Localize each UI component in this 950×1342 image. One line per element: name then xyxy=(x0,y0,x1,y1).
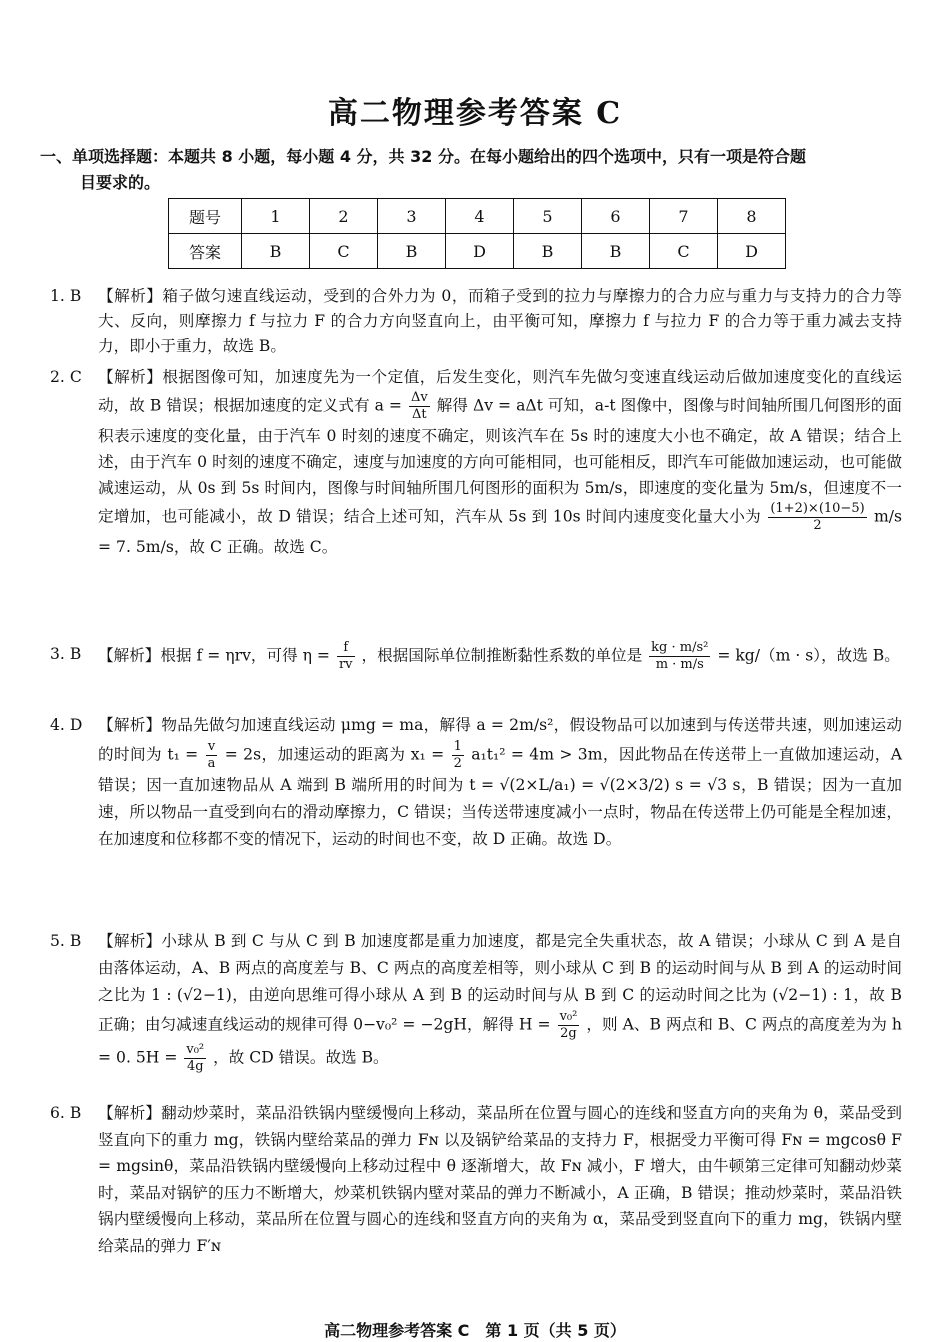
denominator: a xyxy=(207,756,216,771)
item-number: 6. B xyxy=(50,1104,82,1122)
answer-item-6 xyxy=(50,1100,902,1259)
answer-item-4 xyxy=(50,712,902,853)
numerator: v xyxy=(206,739,218,756)
fraction xyxy=(184,1042,206,1075)
answer-item-5 xyxy=(50,928,902,1075)
fraction xyxy=(649,640,710,673)
denominator: 4g xyxy=(186,1059,204,1074)
fraction xyxy=(409,390,430,423)
item-explanation xyxy=(98,640,902,673)
numerator: kg · m/s² xyxy=(651,640,709,655)
row-label: 题号 xyxy=(169,199,242,234)
section-heading-line2: 目要求的。 xyxy=(80,173,161,192)
table-cell: 2 xyxy=(310,199,378,234)
numerator: 1 xyxy=(453,739,462,754)
table-row xyxy=(169,234,786,269)
explanation-text: 【解析】根据 f = ηrv，可得 η = xyxy=(98,646,330,665)
table-cell: D xyxy=(718,234,786,269)
answer-item-2 xyxy=(50,364,902,560)
section-heading-line1: 一、单项选择题：本题共 8 小题，每小题 4 分，共 32 分。在每小题给出的四个选项中，只有一项是符合题 xyxy=(40,147,806,166)
item-explanation xyxy=(98,364,902,560)
table-cell: 8 xyxy=(718,199,786,234)
table-cell: 6 xyxy=(582,199,650,234)
fraction xyxy=(558,1009,580,1042)
explanation-text: = kg/（m · s），故选 B。 xyxy=(717,646,900,665)
table-cell: D xyxy=(446,234,514,269)
table-cell: B xyxy=(582,234,650,269)
item-number: 4. D xyxy=(50,716,83,734)
answer-item-1 xyxy=(50,284,902,359)
table-cell: B xyxy=(242,234,310,269)
item-number: 2. C xyxy=(50,368,82,386)
numerator: f xyxy=(337,640,355,657)
table-cell: 3 xyxy=(378,199,446,234)
explanation-text: ，根据国际单位制推断黏性系数的单位是 xyxy=(361,646,643,665)
table-cell: B xyxy=(514,234,582,269)
numerator: v₀² xyxy=(186,1042,205,1057)
explanation-text: = 2s，加速运动的距离为 x₁ = xyxy=(224,745,445,764)
denominator: Δt xyxy=(412,407,427,422)
fraction xyxy=(452,739,464,772)
denominator: 2 xyxy=(813,518,822,533)
table-cell: 4 xyxy=(446,199,514,234)
denominator: 2 xyxy=(453,756,462,771)
table-cell: C xyxy=(650,234,718,269)
explanation-text: m/s = 7. 5m/s，故 C 正确。故选 C。 xyxy=(98,507,903,556)
explanation-text: 【解析】根据图像可知，加速度先为一个定值，后发生变化，则汽车先做匀变速直线运动后做加速度变化的直线运动，故 B 错误；根据加速度的定义式有 a = xyxy=(98,368,902,415)
explanation-text: 【解析】小球从 B 到 C 与从 C 到 B 加速度都是重力加速度，都是完全失重状态，故 A 错误；小球从 C 到 A 是自由落体运动，A、B 两点的高度差与 B、C 两点的高度差相等，则小球从 C 到 B 的运动时间与从 B 到 A 的运动时间之比为 1 : (√2−1)，由逆向思维可得小球从 A 到 B 的运动时间与从 B 到 C 的运动时间之比为 (√2−1) : 1，故 B 正确；由匀减速直线运动的规律可得 0−v₀² = −2gH，解得 H = xyxy=(98,932,902,1034)
table-cell: C xyxy=(310,234,378,269)
section-heading xyxy=(40,144,910,196)
numerator: Δv xyxy=(410,390,428,405)
explanation-text: 解得 Δv = aΔt 可知，a-t 图像中，图像与时间轴所围几何图形的面积表示速度的变化量，由于汽车 0 时刻的速度不确定，则该汽车在 5s 时的速度大小也不确定，故 A 错误；结合上述，由于汽车 0 时刻的速度不确定，速度与加速度的方向可能相同，也可能相反，即汽车可能做加速运动，也可能做减速运动，从 0s 到 5s 时间内，图像与时间轴所围几何图形的面积为 5m/s，即速度的变化量为 5m/s，但速度不一定增加，也可能减小，故 D 错误；结合上述可知，汽车从 5s 到 10s 时间内速度变化量大小为 xyxy=(98,396,902,526)
page-title: 高二物理参考答案 C xyxy=(327,96,623,131)
answer-table xyxy=(168,198,786,269)
item-explanation xyxy=(98,712,902,853)
explanation-text: ，故 CD 错误。故选 B。 xyxy=(213,1048,389,1067)
table-cell: 5 xyxy=(514,199,582,234)
numerator: v₀² xyxy=(559,1009,578,1024)
explanation-text: 【解析】物品先做匀加速直线运动 μmg = ma，解得 a = 2m/s²，假设物品可以加速到与传送带共速，则加速运动的时间为 t₁ = xyxy=(98,716,902,764)
explanation-text: a₁t₁² = 4m > 3m，因此物品在传送带上一直做加速运动，A 错误；因一直加速物品从 A 端到 B 端所用的时间为 t = √(2×L/a₁) = √(2×3/2) s = √3 s，B 错误；因为一直加速，所以物品一直受到向右的滑动摩擦力，C 错误；当传送带速度减小一点时，物品在传送带上仍可能是全程加速，在加速度和位移都不变的情况下，运动的时间也不变，故 D 正确。故选 D。 xyxy=(98,745,902,848)
item-number: 5. B xyxy=(50,932,82,950)
table-cell: B xyxy=(378,234,446,269)
explanation-text: ，则 A、B 两点和 B、C 两点的高度差为为 h = 0. 5H = xyxy=(98,1015,902,1067)
item-explanation: 【解析】翻动炒菜时，菜品沿铁锅内壁缓慢向上移动，菜品所在位置与圆心的连线和竖直方向的夹角为 θ，菜品受到竖直向下的重力 mg，铁锅内壁给菜品的弹力 Fɴ 以及锅铲给菜品的支持力 F，根据受力平衡可得 Fɴ = mgcosθ F = mgsinθ，菜品沿铁锅内壁缓慢向上移动过程中 θ 逐渐增大，故 Fɴ 减小，F 增大，由牛顿第三定律可知翻动炒菜时，菜品对锅铲的压力不断增大，炒菜机铁锅内壁对菜品的弹力不断减小，A 正确，B 错误；推动炒菜时，菜品沿铁锅内壁缓慢向上移动，菜品所在位置与圆心的连线和竖直方向的夹角为 α，菜品受到竖直向下的重力 mg，铁锅内壁给菜品的弹力 F′ɴ xyxy=(98,1104,902,1255)
answer-item-3 xyxy=(50,640,902,673)
table-cell: 1 xyxy=(242,199,310,234)
fraction xyxy=(768,501,866,534)
fraction xyxy=(206,739,218,772)
row-label: 答案 xyxy=(169,234,242,269)
denominator: rv xyxy=(338,657,353,672)
table-row xyxy=(169,199,786,234)
page-footer: 高二物理参考答案 C 第 1 页（共 5 页） xyxy=(324,1321,626,1340)
fraction xyxy=(337,640,355,673)
item-number: 3. B xyxy=(50,645,82,663)
numerator: (1+2)×(10−5) xyxy=(770,501,865,516)
denominator: m · m/s xyxy=(655,657,704,672)
item-explanation: 【解析】箱子做匀速直线运动，受到的合外力为 0，而箱子受到的拉力与摩擦力的合力应与重力与支持力的合力等大、反向，则摩擦力 f 与拉力 F 的合力方向竖直向上，由平衡可知，摩擦力 f 与拉力 F 的合力等于重力减去支持力，即小于重力，故选 B。 xyxy=(98,287,902,355)
item-explanation xyxy=(98,928,902,1075)
table-cell: 7 xyxy=(650,199,718,234)
denominator: 2g xyxy=(560,1026,577,1041)
item-number: 1. B xyxy=(50,287,82,305)
